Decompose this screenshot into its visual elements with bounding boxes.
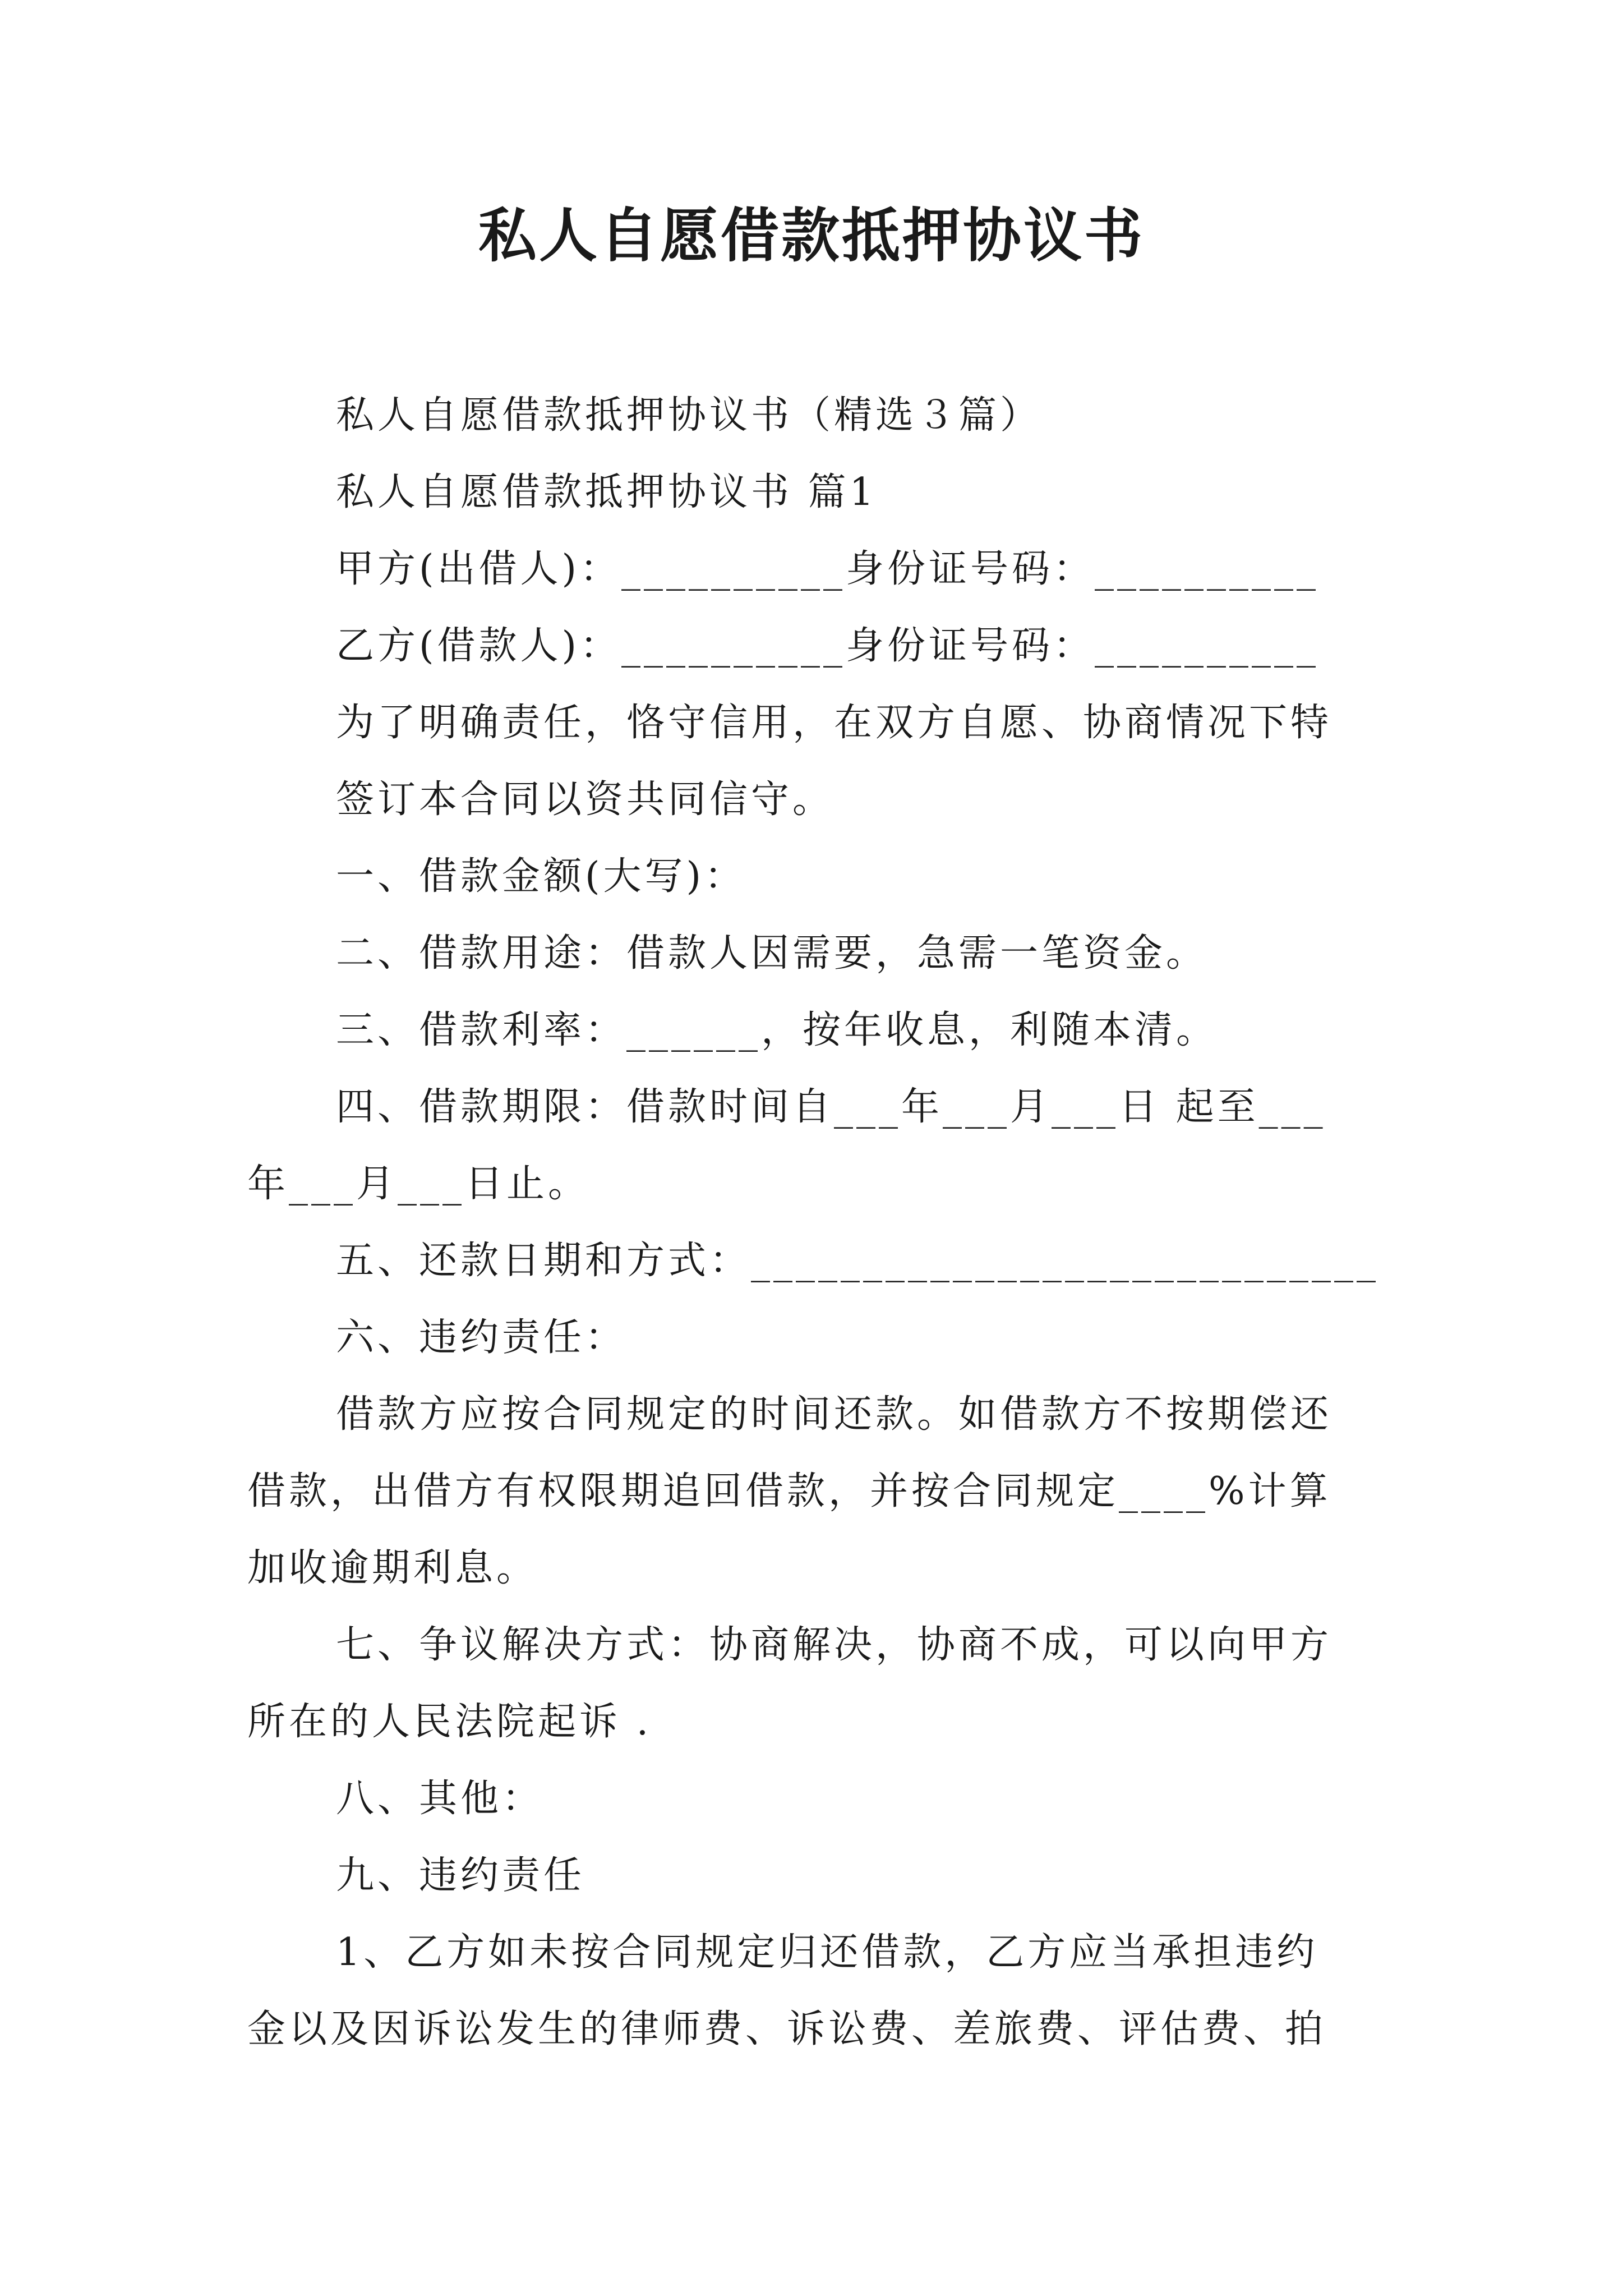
paragraph-line: 签订本合同以资共同信守。 (336, 777, 834, 822)
paragraph-line: 所在的人民法院起诉 . (247, 1700, 652, 1744)
clause-amount: 一、借款金额(大写)： (336, 854, 746, 899)
subtitle-line: 私人自愿借款抵押协议书（精选３篇） (336, 393, 1042, 438)
paragraph-line: 加收逾期利息。 (247, 1546, 538, 1590)
paragraph-line: 借款方应按合同规定的时间还款。如借款方不按期偿还 (336, 1392, 1332, 1437)
paragraph-line: 金以及因诉讼发生的律师费、诉讼费、差旅费、评估费、拍 (247, 2007, 1327, 2051)
paragraph-line: 1、乙方如未按合同规定归还借款，乙方应当承担违约 (336, 1930, 1318, 1975)
clause-other: 八、其他： (336, 1777, 544, 1821)
party-a-line: 甲方(出借人)：__________身份证号码：__________ (336, 547, 1320, 591)
clause-term-continued: 年___月___日止。 (247, 1162, 590, 1206)
document-title: 私人自愿借款抵押协议书 (478, 201, 1145, 270)
clause-liability: 六、违约责任： (336, 1315, 627, 1360)
document-body (247, 377, 1386, 2068)
party-b-line: 乙方(借款人)：__________身份证号码：__________ (336, 624, 1320, 668)
clause-repayment: 五、还款日期和方式：____________________________ (336, 1239, 1380, 1283)
section-heading: 私人自愿借款抵押协议书 篇1 (336, 470, 877, 514)
paragraph-line: 借款，出借方有权限期追回借款，并按合同规定____%计算 (247, 1469, 1331, 1513)
clause-rate: 三、借款利率：______，按年收息，利随本清。 (336, 1008, 1218, 1052)
clause-term: 四、借款期限：借款时间自___年___月___日 起至___ (336, 1085, 1326, 1129)
paragraph-line: 为了明确责任，恪守信用，在双方自愿、协商情况下特 (336, 701, 1332, 745)
clause-dispute: 七、争议解决方式：协商解决，协商不成，可以向甲方 (336, 1623, 1332, 1667)
clause-breach: 九、违约责任 (336, 1853, 585, 1898)
clause-purpose: 二、借款用途：借款人因需要，急需一笔资金。 (336, 931, 1208, 976)
